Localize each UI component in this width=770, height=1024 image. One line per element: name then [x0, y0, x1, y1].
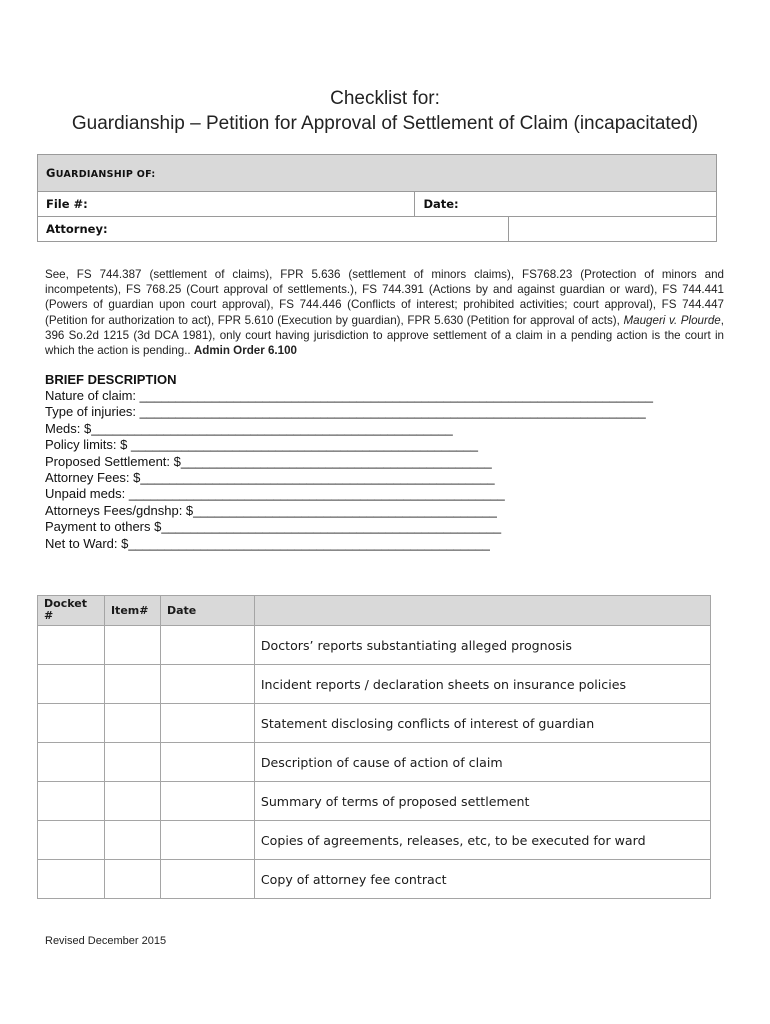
- net-to-ward-field[interactable]: Net to Ward: $__________________________________________________: [45, 535, 490, 551]
- item-cell[interactable]: [104, 860, 160, 899]
- checklist-item: Summary of terms of proposed settlement: [254, 782, 710, 821]
- date-cell[interactable]: [160, 704, 254, 743]
- description-header: [254, 596, 710, 626]
- attorney-field[interactable]: Attorney:: [38, 217, 509, 242]
- guardianship-info-table: [37, 154, 717, 242]
- checklist-item: Statement disclosing conflicts of interest of guardian: [254, 704, 710, 743]
- document-title: [0, 86, 770, 136]
- table-row: [38, 743, 711, 782]
- date-cell[interactable]: [160, 665, 254, 704]
- checklist-item: Copies of agreements, releases, etc, to be executed for ward: [254, 821, 710, 860]
- admin-order: Admin Order 6.100: [193, 344, 297, 358]
- docket-cell[interactable]: [38, 704, 105, 743]
- title-line-1: Checklist for:: [330, 88, 440, 109]
- brief-heading: BRIEF DESCRIPTION: [45, 372, 177, 387]
- case-citation: Maugeri v. Plourde: [623, 313, 721, 327]
- docket-checklist-table: [37, 595, 711, 899]
- docket-cell[interactable]: [38, 860, 105, 899]
- attorney-extra-field[interactable]: [509, 217, 717, 242]
- revision-date: Revised December 2015: [45, 935, 167, 947]
- table-row: [38, 626, 711, 665]
- item-cell[interactable]: [104, 704, 160, 743]
- item-cell[interactable]: [104, 821, 160, 860]
- item-cell[interactable]: [104, 665, 160, 704]
- proposed-settlement-field[interactable]: Proposed Settlement: $___________________________________________: [45, 453, 492, 469]
- date-header: Date: [160, 596, 254, 626]
- guardianship-of-label: GUARDIANSHIP OF:: [38, 155, 717, 192]
- checklist-item: Copy of attorney fee contract: [254, 860, 710, 899]
- file-number-field[interactable]: File #:: [38, 192, 415, 217]
- meds-field[interactable]: Meds: $__________________________________________________: [45, 420, 453, 436]
- date-cell[interactable]: [160, 782, 254, 821]
- checklist-item: Doctors’ reports substantiating alleged prognosis: [254, 626, 710, 665]
- docket-header-row: [38, 596, 711, 626]
- docket-number-header: Docket #: [38, 596, 105, 626]
- policy-limits-field[interactable]: Policy limits: $ ________________________________________________: [45, 437, 478, 453]
- unpaid-meds-field[interactable]: Unpaid meds: ____________________________________________________: [45, 486, 505, 502]
- file-date-row: [38, 192, 717, 217]
- docket-cell[interactable]: [38, 665, 105, 704]
- type-of-injuries-field[interactable]: Type of injuries: ______________________________________________________________________: [45, 404, 646, 420]
- docket-cell[interactable]: [38, 626, 105, 665]
- table-row: [38, 665, 711, 704]
- checklist-item: Description of cause of action of claim: [254, 743, 710, 782]
- table-row: [38, 821, 711, 860]
- nature-of-claim-field[interactable]: Nature of claim: _______________________________________________________________________: [45, 388, 653, 403]
- date-field[interactable]: Date:: [415, 192, 717, 217]
- attorney-row: [38, 217, 717, 242]
- date-cell[interactable]: [160, 821, 254, 860]
- item-cell[interactable]: [104, 743, 160, 782]
- payment-to-others-field[interactable]: Payment to others $_______________________________________________: [45, 519, 502, 535]
- legal-references: See, FS 744.387 (settlement of claims), FPR 5.636 (settlement of minors claims), FS768.23 (Protection of minors and incompetents), FS 768.25 (Court approval of settlements.), FS 744.391 (Actions by and against guardian or ward), FS 744.441 (Powers of guardian upon court approval), FS 744.446 (Conflicts of interest; prohibited activities; court approval), FS 744.447 (Petition for authorization to act), FPR 5.610 (Execution by guardian), FPR 5.630 (Petition for approval of acts), Maugeri v. Plourde, 396 So.2d 1215 (3d DCA 1981), only court having jurisdiction to approve settlement of a claim in a pending action is the court in which the action is pending.. Admin Order 6.100: [45, 268, 724, 358]
- docket-cell[interactable]: [38, 821, 105, 860]
- table-row: [38, 782, 711, 821]
- attorney-fees-field[interactable]: Attorney Fees: $_________________________________________________: [45, 470, 495, 486]
- date-cell[interactable]: [160, 860, 254, 899]
- item-cell[interactable]: [104, 626, 160, 665]
- date-cell[interactable]: [160, 626, 254, 665]
- docket-cell[interactable]: [38, 743, 105, 782]
- item-cell[interactable]: [104, 782, 160, 821]
- docket-cell[interactable]: [38, 782, 105, 821]
- guardianship-row: [38, 155, 717, 192]
- title-line-2: Guardianship – Petition for Approval of Settlement of Claim (incapacitated): [71, 113, 699, 134]
- attorneys-fees-gdnshp-field[interactable]: Attorneys Fees/gdnshp: $__________________________________________: [45, 502, 497, 518]
- table-row: [38, 704, 711, 743]
- item-number-header: Item#: [104, 596, 160, 626]
- checklist-item: Incident reports / declaration sheets on insurance policies: [254, 665, 710, 704]
- table-row: [38, 860, 711, 899]
- date-cell[interactable]: [160, 743, 254, 782]
- brief-description: [45, 371, 735, 552]
